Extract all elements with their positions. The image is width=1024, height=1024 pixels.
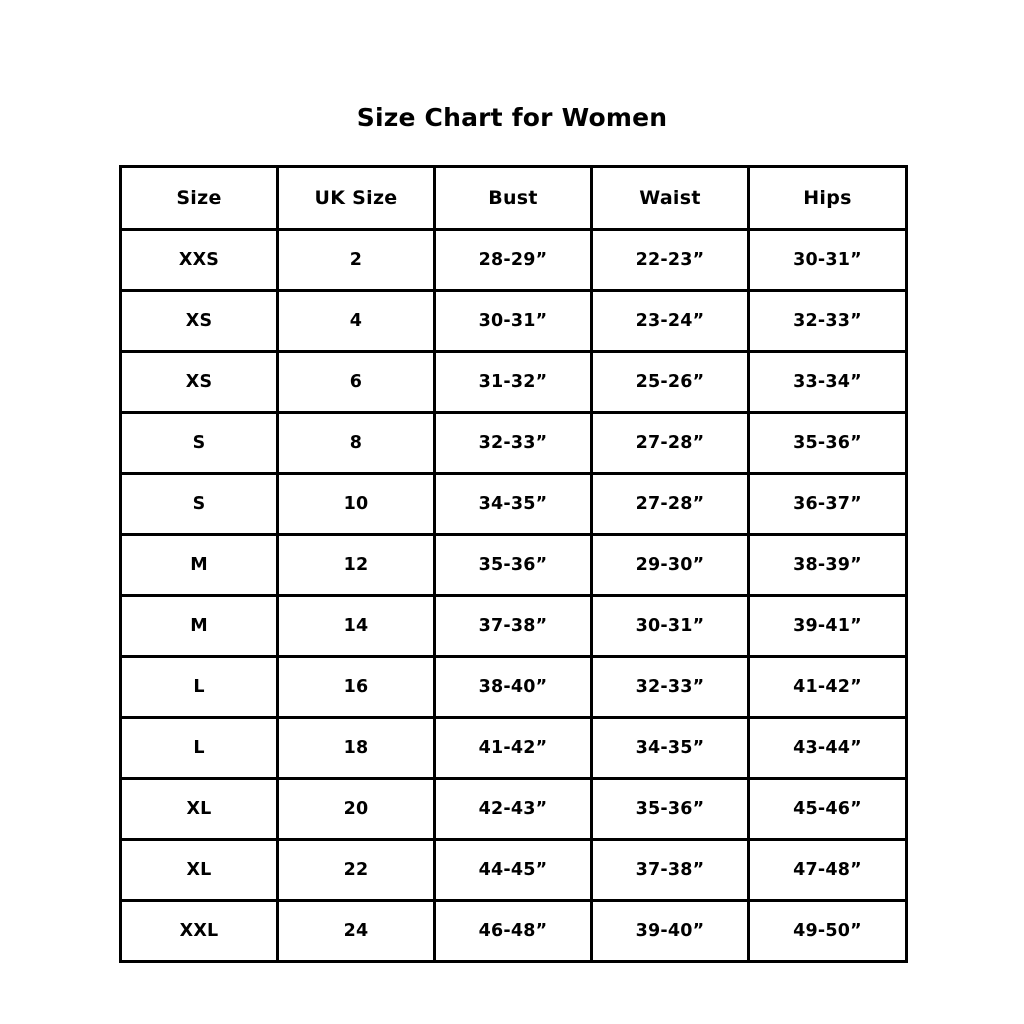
- cell-uk-size: 20: [278, 779, 435, 840]
- cell-uk-size: 18: [278, 718, 435, 779]
- cell-hips: 33-34”: [749, 352, 907, 413]
- cell-hips: 41-42”: [749, 657, 907, 718]
- cell-waist: 25-26”: [592, 352, 749, 413]
- cell-size: XS: [121, 291, 278, 352]
- cell-hips: 39-41”: [749, 596, 907, 657]
- cell-waist: 27-28”: [592, 413, 749, 474]
- table-row: [121, 291, 907, 352]
- cell-hips: 38-39”: [749, 535, 907, 596]
- cell-size: XL: [121, 840, 278, 901]
- cell-bust: 38-40”: [435, 657, 592, 718]
- table-row: [121, 535, 907, 596]
- cell-bust: 37-38”: [435, 596, 592, 657]
- column-header-size: Size: [121, 167, 278, 230]
- cell-waist: 29-30”: [592, 535, 749, 596]
- size-chart-table: [119, 165, 908, 963]
- cell-hips: 47-48”: [749, 840, 907, 901]
- cell-bust: 28-29”: [435, 230, 592, 291]
- cell-waist: 35-36”: [592, 779, 749, 840]
- cell-uk-size: 24: [278, 901, 435, 962]
- table-row: [121, 657, 907, 718]
- page-title: Size Chart for Women: [356, 103, 668, 132]
- cell-uk-size: 22: [278, 840, 435, 901]
- cell-bust: 30-31”: [435, 291, 592, 352]
- cell-size: XXL: [121, 901, 278, 962]
- cell-bust: 35-36”: [435, 535, 592, 596]
- column-header-uk-size: UK Size: [278, 167, 435, 230]
- cell-uk-size: 2: [278, 230, 435, 291]
- cell-bust: 41-42”: [435, 718, 592, 779]
- column-header-waist: Waist: [592, 167, 749, 230]
- table-row: [121, 413, 907, 474]
- cell-size: L: [121, 657, 278, 718]
- table-row: [121, 596, 907, 657]
- table-row: [121, 230, 907, 291]
- cell-bust: 42-43”: [435, 779, 592, 840]
- table-row: [121, 901, 907, 962]
- cell-waist: 32-33”: [592, 657, 749, 718]
- cell-bust: 46-48”: [435, 901, 592, 962]
- table-row: [121, 352, 907, 413]
- cell-hips: 45-46”: [749, 779, 907, 840]
- cell-uk-size: 4: [278, 291, 435, 352]
- table-row: [121, 840, 907, 901]
- cell-size: XL: [121, 779, 278, 840]
- table-body: [121, 230, 907, 962]
- cell-size: XXS: [121, 230, 278, 291]
- cell-hips: 43-44”: [749, 718, 907, 779]
- cell-bust: 34-35”: [435, 474, 592, 535]
- table-row: [121, 718, 907, 779]
- cell-uk-size: 14: [278, 596, 435, 657]
- cell-hips: 36-37”: [749, 474, 907, 535]
- size-chart-table-container: [119, 165, 905, 963]
- table-row: [121, 474, 907, 535]
- cell-size: S: [121, 413, 278, 474]
- cell-hips: 35-36”: [749, 413, 907, 474]
- cell-waist: 30-31”: [592, 596, 749, 657]
- column-header-bust: Bust: [435, 167, 592, 230]
- cell-size: L: [121, 718, 278, 779]
- cell-size: XS: [121, 352, 278, 413]
- column-header-hips: Hips: [749, 167, 907, 230]
- cell-uk-size: 16: [278, 657, 435, 718]
- cell-waist: 23-24”: [592, 291, 749, 352]
- cell-hips: 30-31”: [749, 230, 907, 291]
- table-row: [121, 779, 907, 840]
- table-header: [121, 167, 907, 230]
- cell-size: M: [121, 535, 278, 596]
- cell-size: M: [121, 596, 278, 657]
- cell-hips: 32-33”: [749, 291, 907, 352]
- cell-uk-size: 6: [278, 352, 435, 413]
- cell-uk-size: 12: [278, 535, 435, 596]
- cell-waist: 27-28”: [592, 474, 749, 535]
- cell-bust: 44-45”: [435, 840, 592, 901]
- cell-waist: 39-40”: [592, 901, 749, 962]
- cell-waist: 34-35”: [592, 718, 749, 779]
- cell-size: S: [121, 474, 278, 535]
- cell-bust: 31-32”: [435, 352, 592, 413]
- cell-waist: 37-38”: [592, 840, 749, 901]
- cell-hips: 49-50”: [749, 901, 907, 962]
- cell-uk-size: 10: [278, 474, 435, 535]
- table-header-row: [121, 167, 907, 230]
- cell-waist: 22-23”: [592, 230, 749, 291]
- cell-uk-size: 8: [278, 413, 435, 474]
- cell-bust: 32-33”: [435, 413, 592, 474]
